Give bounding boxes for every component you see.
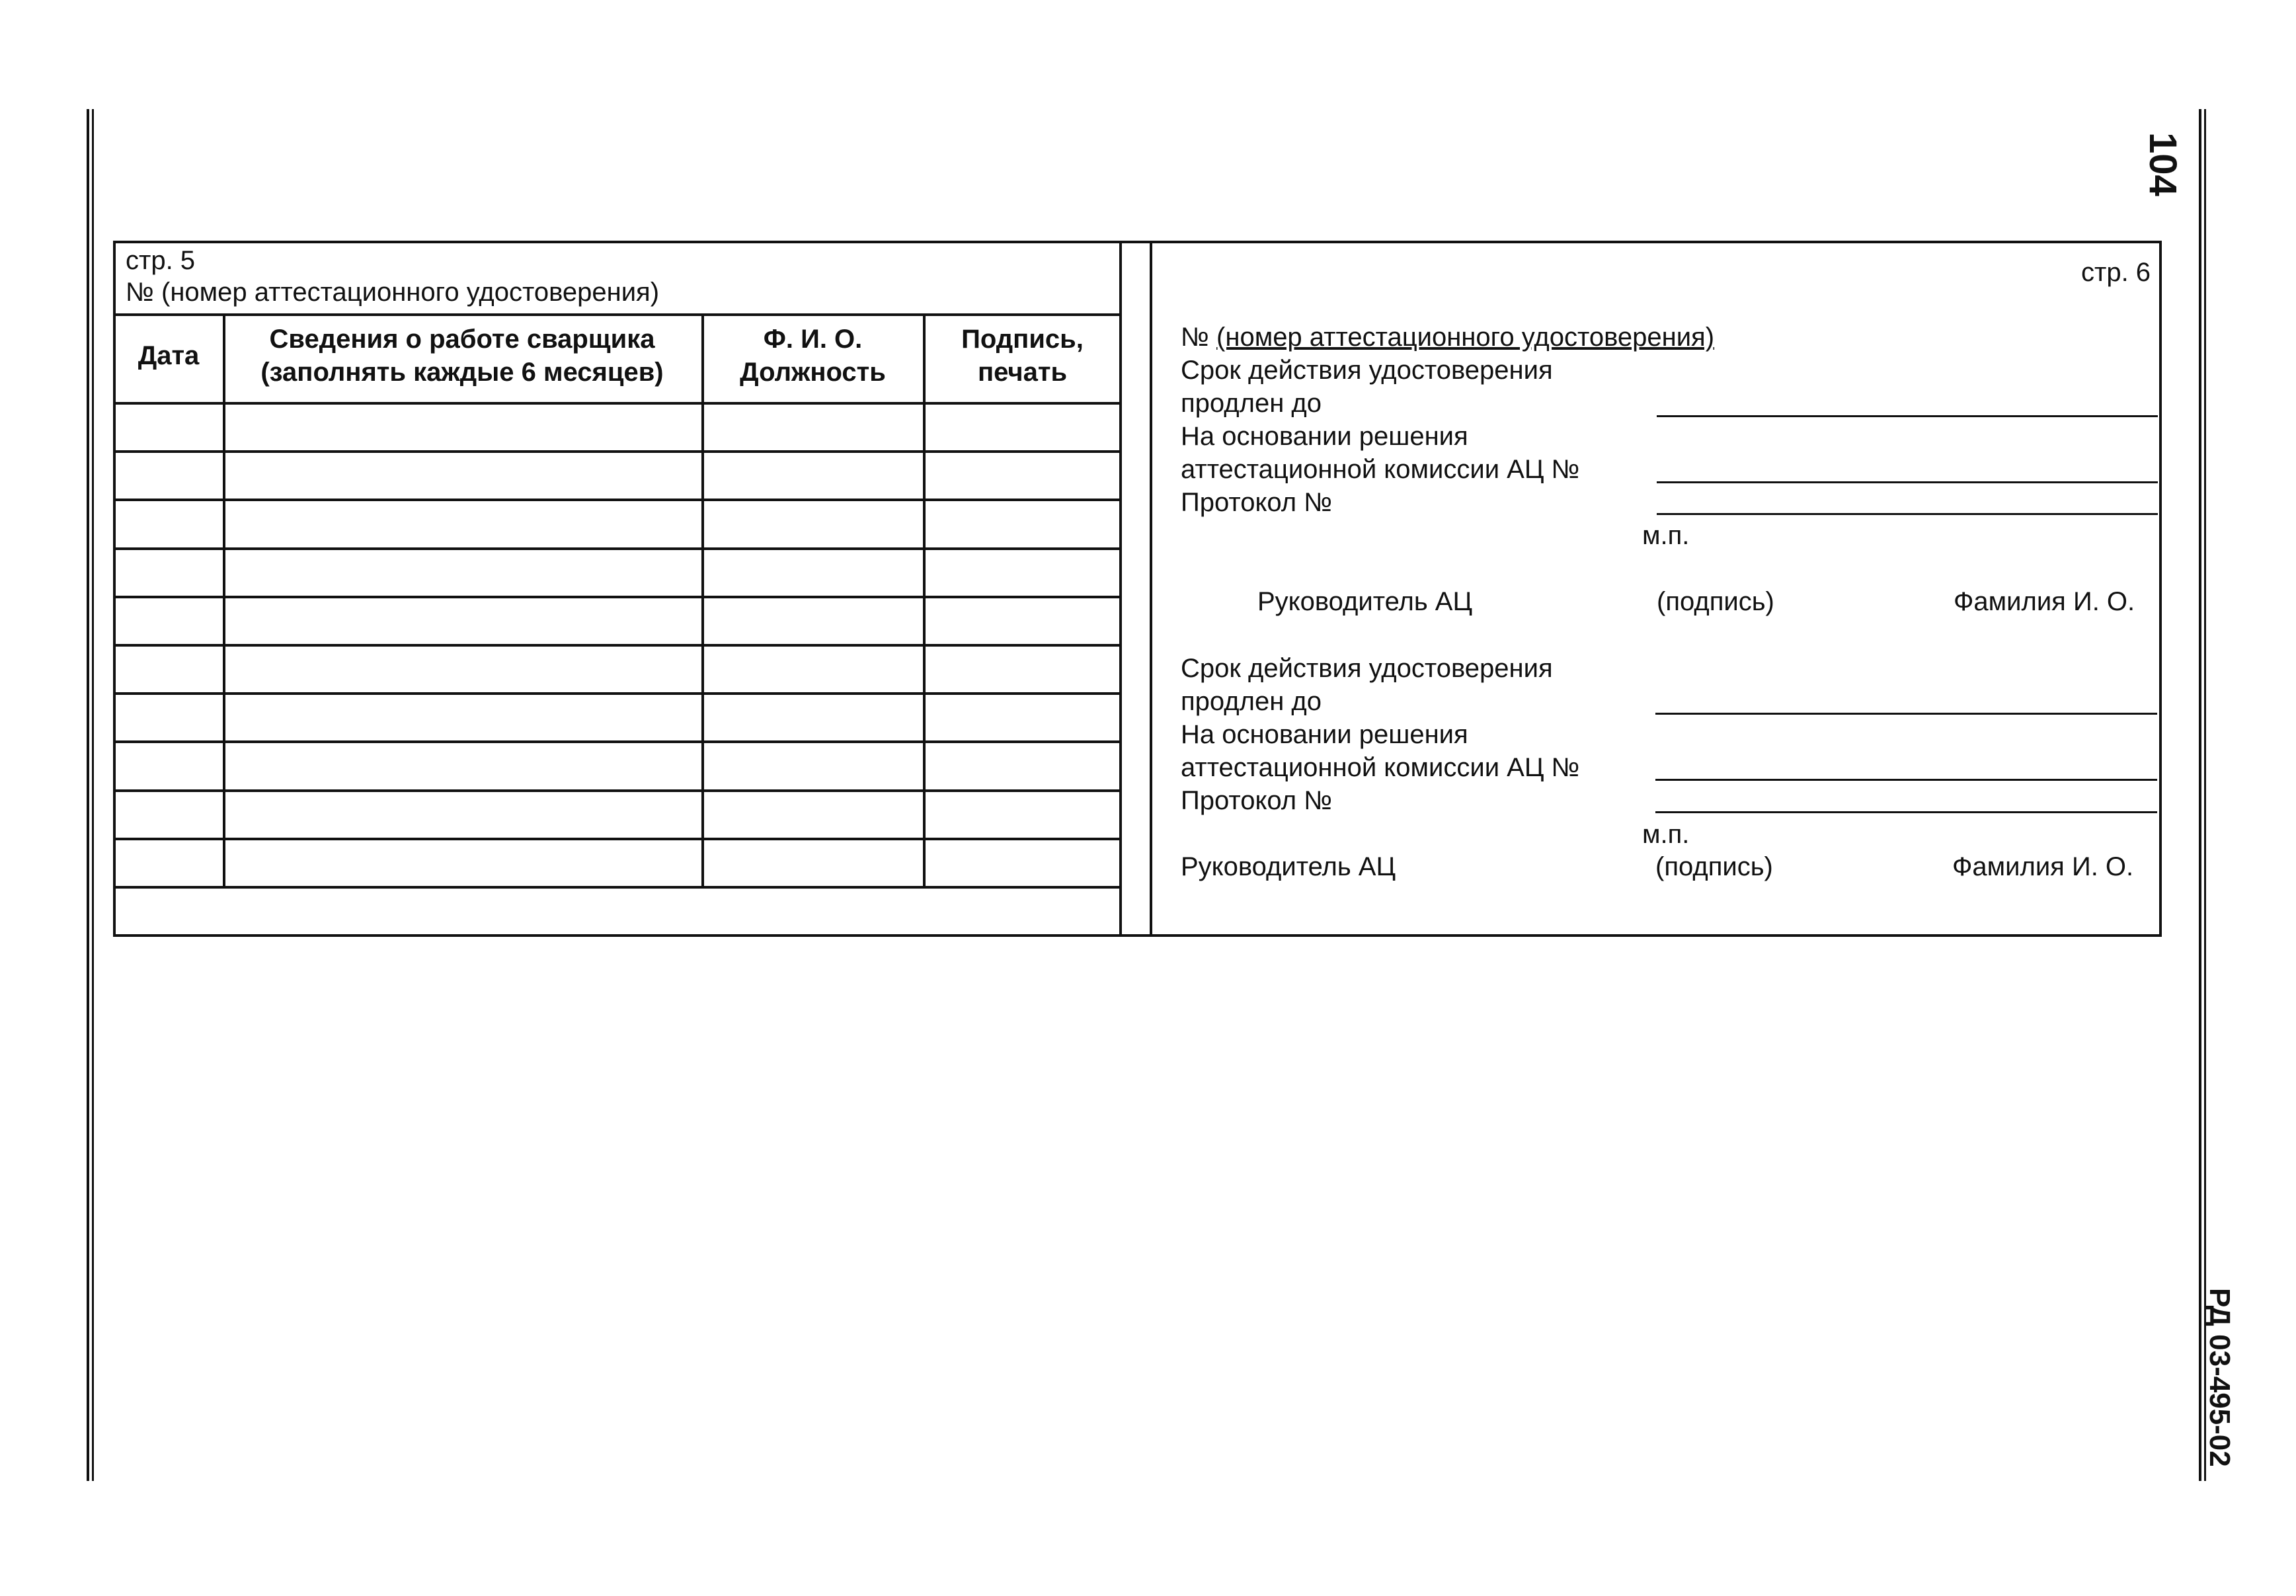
table-cell[interactable]: [704, 550, 922, 594]
table-cell[interactable]: [926, 501, 1121, 545]
block2-validity-line1: Срок действия удостоверения: [1181, 654, 1553, 683]
right-cert-number-line: [1181, 321, 1714, 353]
table-cell[interactable]: [116, 695, 221, 739]
table-cell[interactable]: [926, 405, 1121, 449]
block2-validity-line2: продлен до: [1181, 687, 1322, 716]
block1-basis-line2: аттестационной комиссии АЦ №: [1181, 455, 1580, 484]
block2-protocol-label: Протокол №: [1181, 786, 1333, 815]
left-margin-rule-inner: [92, 109, 94, 1481]
right-margin-rule: [2199, 109, 2201, 1481]
table-cell[interactable]: [225, 792, 700, 836]
col-header-work-info: Сведения о работе сварщика (заполнять каждые 6 месяцев): [260, 325, 664, 387]
block2-extended-until-field[interactable]: [1655, 713, 2157, 715]
page-divider-inner: [1150, 241, 1152, 937]
table-cell[interactable]: [225, 501, 700, 545]
table-cell[interactable]: [116, 501, 221, 545]
table-cell[interactable]: [926, 453, 1121, 497]
table-cell[interactable]: [225, 598, 700, 643]
table-cell[interactable]: [926, 647, 1121, 691]
table-cell[interactable]: [116, 405, 221, 449]
table-cell[interactable]: [704, 792, 922, 836]
table-cell[interactable]: [704, 501, 922, 545]
table-cell[interactable]: [225, 743, 700, 787]
block1-signature-label: (подпись): [1657, 587, 1774, 616]
page-number: 104: [2141, 132, 2184, 196]
block2-commission-number-field[interactable]: [1655, 779, 2157, 781]
table-cell[interactable]: [704, 647, 922, 691]
block1-stamp-label: м.п.: [1642, 521, 1690, 550]
table-cell[interactable]: [926, 695, 1121, 739]
table-cell[interactable]: [116, 598, 221, 643]
table-cell[interactable]: [225, 840, 700, 885]
table-cell[interactable]: [704, 695, 922, 739]
table-cell[interactable]: [704, 743, 922, 787]
table-cell[interactable]: [225, 695, 700, 739]
table-top-rule: [113, 313, 1122, 316]
table-cell[interactable]: [926, 840, 1121, 885]
block1-extended-until-field[interactable]: [1657, 415, 2158, 417]
table-cell[interactable]: [225, 453, 700, 497]
block2-protocol-field[interactable]: [1655, 811, 2157, 813]
block1-validity-line1: Срок действия удостоверения: [1181, 356, 1553, 385]
block1-basis-line1: На основании решения: [1181, 422, 1468, 451]
block2-basis-line2: аттестационной комиссии АЦ №: [1181, 753, 1580, 782]
block2-name-label: Фамилия И. О.: [1952, 852, 2134, 881]
block2-head-label: Руководитель АЦ: [1181, 852, 1396, 881]
table-cell[interactable]: [704, 405, 922, 449]
table-cell[interactable]: [926, 598, 1121, 643]
block1-head-label: Руководитель АЦ: [1257, 587, 1473, 616]
block1-validity-line2: продлен до: [1181, 389, 1322, 418]
block2-basis-line1: На основании решения: [1181, 720, 1468, 749]
block1-commission-number-field[interactable]: [1657, 481, 2158, 483]
table-cell[interactable]: [116, 743, 221, 787]
left-margin-rule: [87, 109, 89, 1481]
block2-stamp-label: м.п.: [1642, 820, 1690, 849]
block1-protocol-label: Протокол №: [1181, 488, 1333, 517]
table-cell[interactable]: [704, 453, 922, 497]
table-cell[interactable]: [225, 647, 700, 691]
block2-signature-label: (подпись): [1655, 852, 1773, 881]
table-row-rule: [113, 886, 1122, 889]
col-header-date: Дата: [138, 341, 200, 370]
right-margin-rule-inner: [2204, 109, 2206, 1481]
left-page-label: стр. 5: [126, 246, 196, 275]
block1-name-label: Фамилия И. О.: [1954, 587, 2135, 616]
cert-number-text: (номер аттестационного удостоверения): [1216, 323, 1715, 352]
table-cell[interactable]: [926, 743, 1121, 787]
table-cell[interactable]: [116, 792, 221, 836]
cert-number-prefix: №: [1181, 323, 1217, 352]
table-cell[interactable]: [116, 550, 221, 594]
table-cell[interactable]: [926, 550, 1121, 594]
block1-protocol-field[interactable]: [1657, 513, 2158, 515]
table-cell[interactable]: [704, 598, 922, 643]
table-cell[interactable]: [116, 840, 221, 885]
col-header-signature-seal: Подпись, печать: [961, 325, 1084, 387]
table-cell[interactable]: [225, 405, 700, 449]
table-cell[interactable]: [926, 792, 1121, 836]
left-cert-number-line: № (номер аттестационного удостоверения): [126, 278, 660, 307]
table-cell[interactable]: [225, 550, 700, 594]
table-cell[interactable]: [116, 647, 221, 691]
document-code: РД 03-495-02: [2203, 1288, 2236, 1467]
table-cell[interactable]: [704, 840, 922, 885]
col-header-name-position: Ф. И. О. Должность: [740, 325, 886, 387]
right-page-label: стр. 6: [2081, 258, 2151, 287]
table-cell[interactable]: [116, 453, 221, 497]
